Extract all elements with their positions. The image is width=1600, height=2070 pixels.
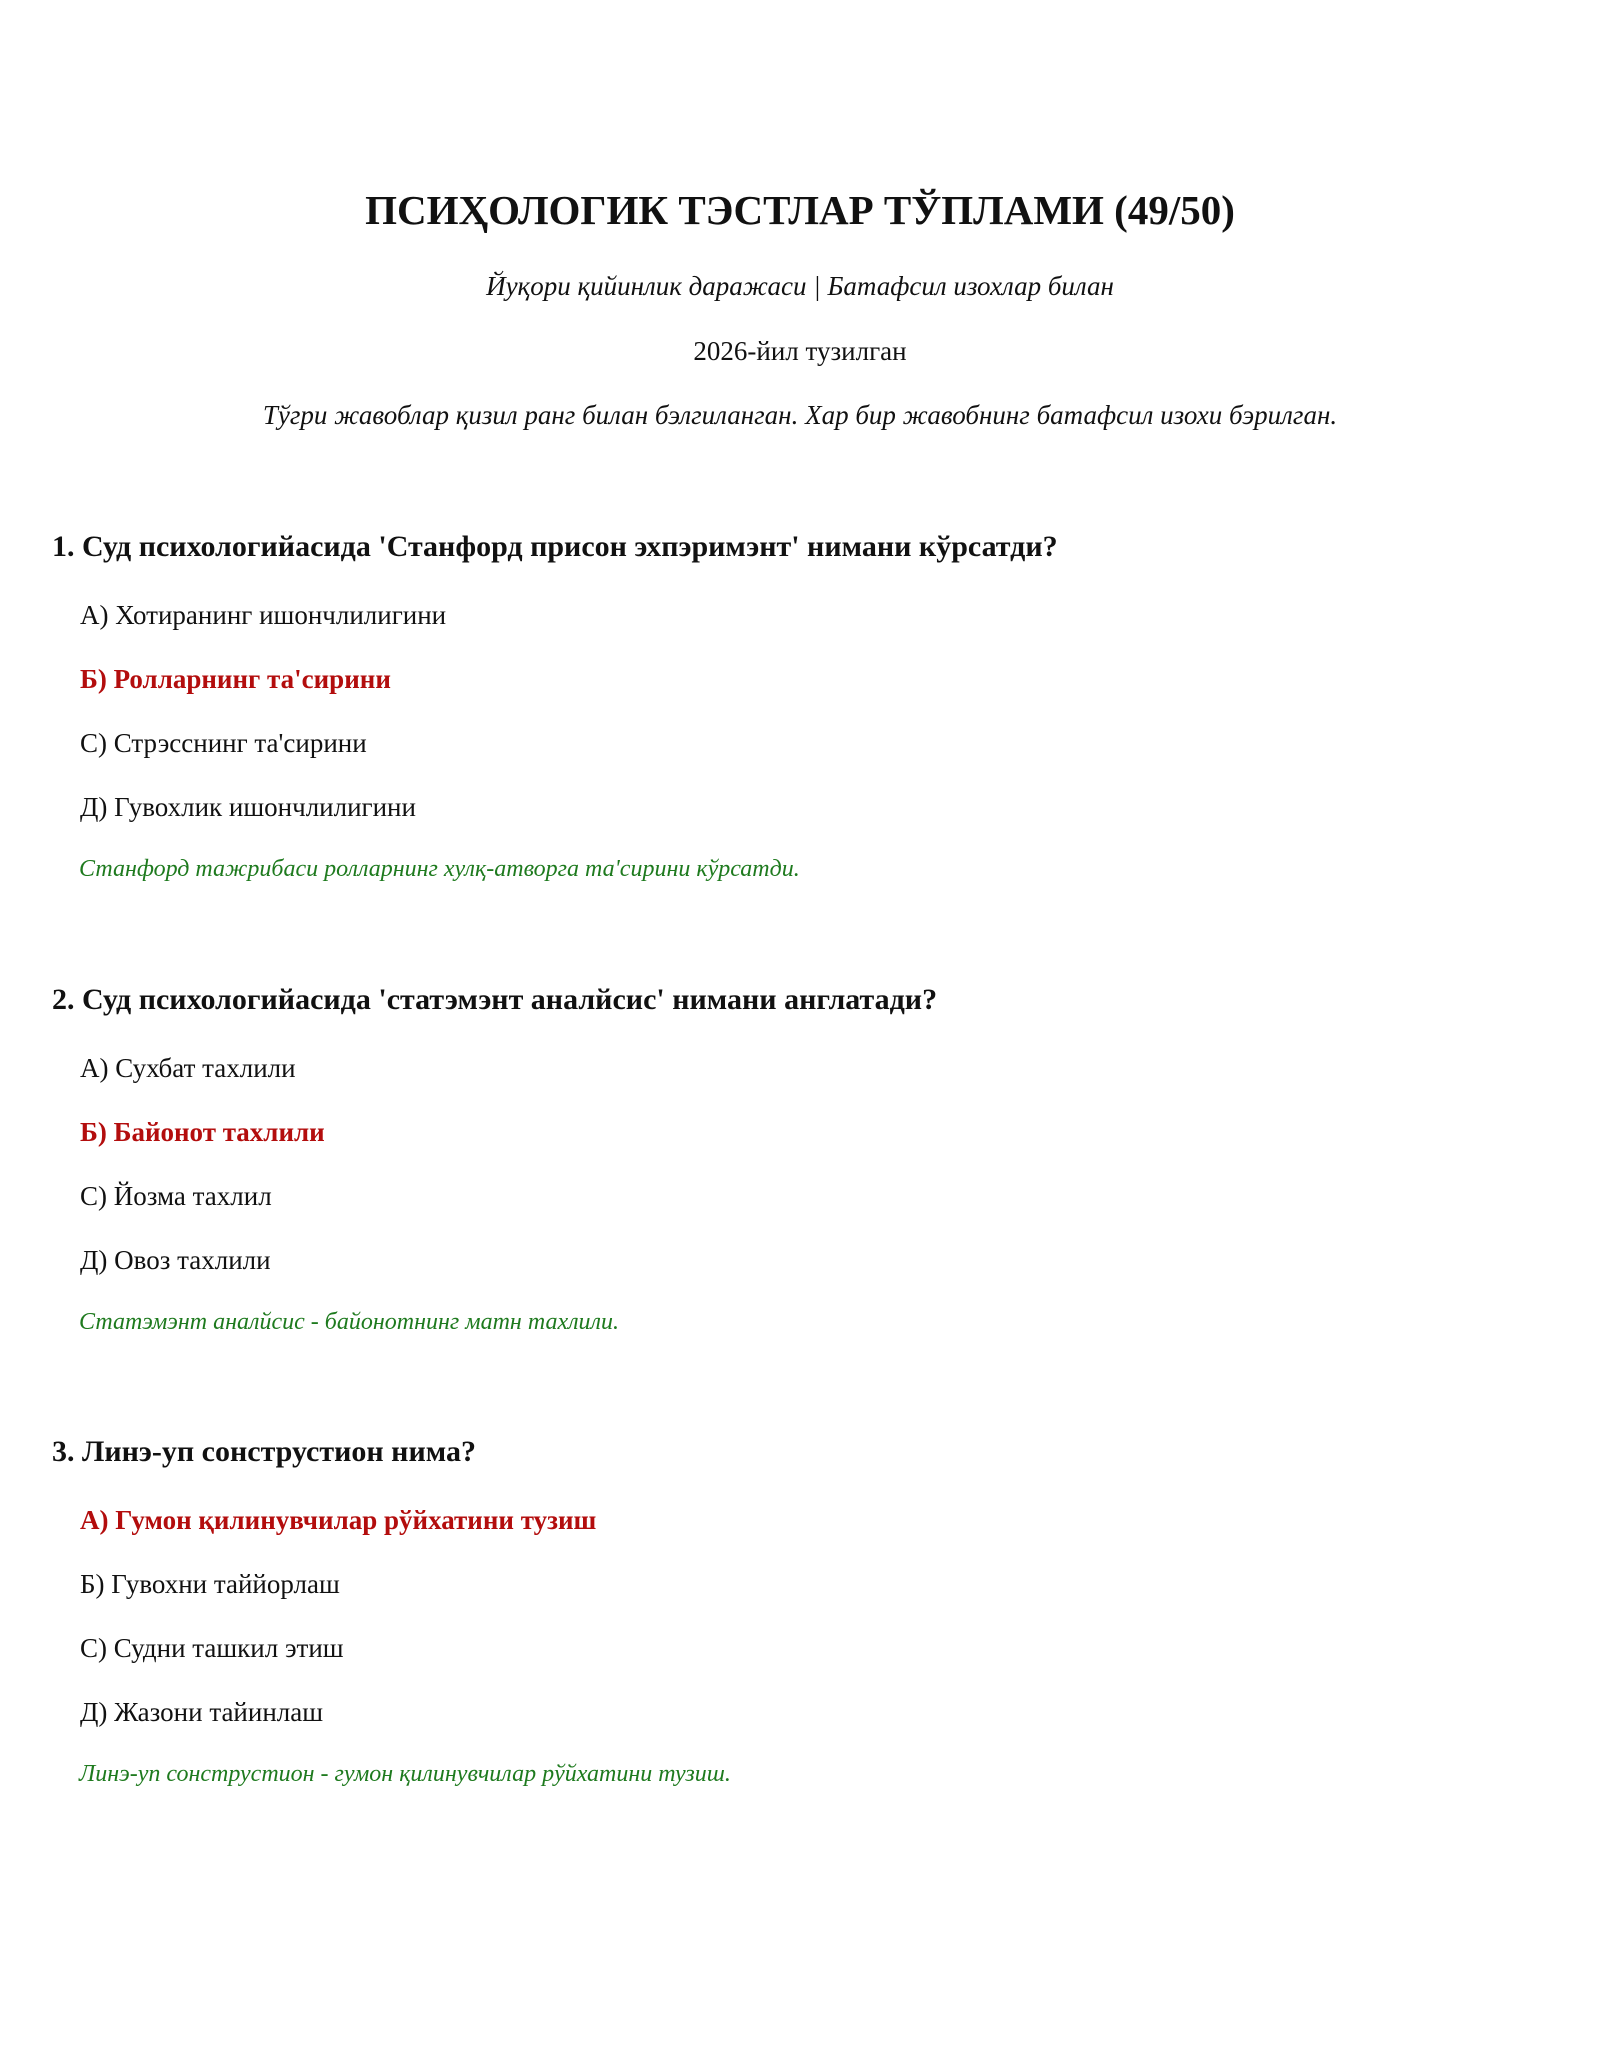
option-a-correct: А) Гумон қилинувчилар рўйхатини тузиш [80, 1505, 597, 1535]
page-title: ПСИҲОЛОГИК ТЭСТЛАР ТЎПЛАМИ (49/50) [365, 187, 1235, 233]
question-text: 1. Суд психологийасида 'Станфорд присон эхпэримэнт' нимани кўрсатди? [52, 530, 1058, 563]
page-subtitle: Йуқори қийинлик даражаси | Батафсил изохлар билан [486, 271, 1114, 301]
option-d: Д) Жазони тайинлаш [80, 1697, 324, 1727]
question-text: 2. Суд психологийасида 'статэмэнт аналйсис' нимани англатади? [52, 983, 938, 1016]
answer-explanation: Линэ-уп сонструстион - гумон қилинувчилар рўйхатини тузиш. [79, 1761, 731, 1787]
option-b-correct: Б) Ролларнинг та'сирини [80, 664, 391, 694]
option-d: Д) Гувохлик ишончлилигини [80, 792, 416, 822]
option-c: С) Стрэсснинг та'сирини [80, 728, 367, 758]
answer-explanation: Станфорд тажрибаси ролларнинг хулқ-атворга та'сирини кўрсатди. [79, 856, 800, 882]
question-1 [52, 527, 1552, 882]
option-c: С) Судни ташкил этиш [80, 1633, 344, 1663]
option-a: А) Хотиранинг ишончлилигини [80, 600, 447, 630]
compiled-year: 2026-йил тузилган [693, 336, 907, 366]
option-b-correct: Б) Байонот тахлили [80, 1117, 325, 1147]
question-text: 3. Линэ-уп сонструстион нима? [52, 1435, 476, 1468]
option-d: Д) Овоз тахлили [80, 1245, 271, 1275]
option-b: Б) Гувохни таййорлаш [80, 1569, 340, 1599]
question-2 [52, 980, 1552, 1335]
question-3 [52, 1432, 1552, 1787]
option-a: А) Сухбат тахлили [80, 1053, 296, 1083]
option-c: С) Йозма тахлил [80, 1181, 272, 1211]
answer-explanation: Статэмэнт аналйсис - байонотнинг матн тахлили. [79, 1309, 620, 1335]
instructions-note: Тўгри жавоблар қизил ранг билан бэлгиланган. Хар бир жавобнинг батафсил изохи бэрилган. [262, 400, 1338, 430]
